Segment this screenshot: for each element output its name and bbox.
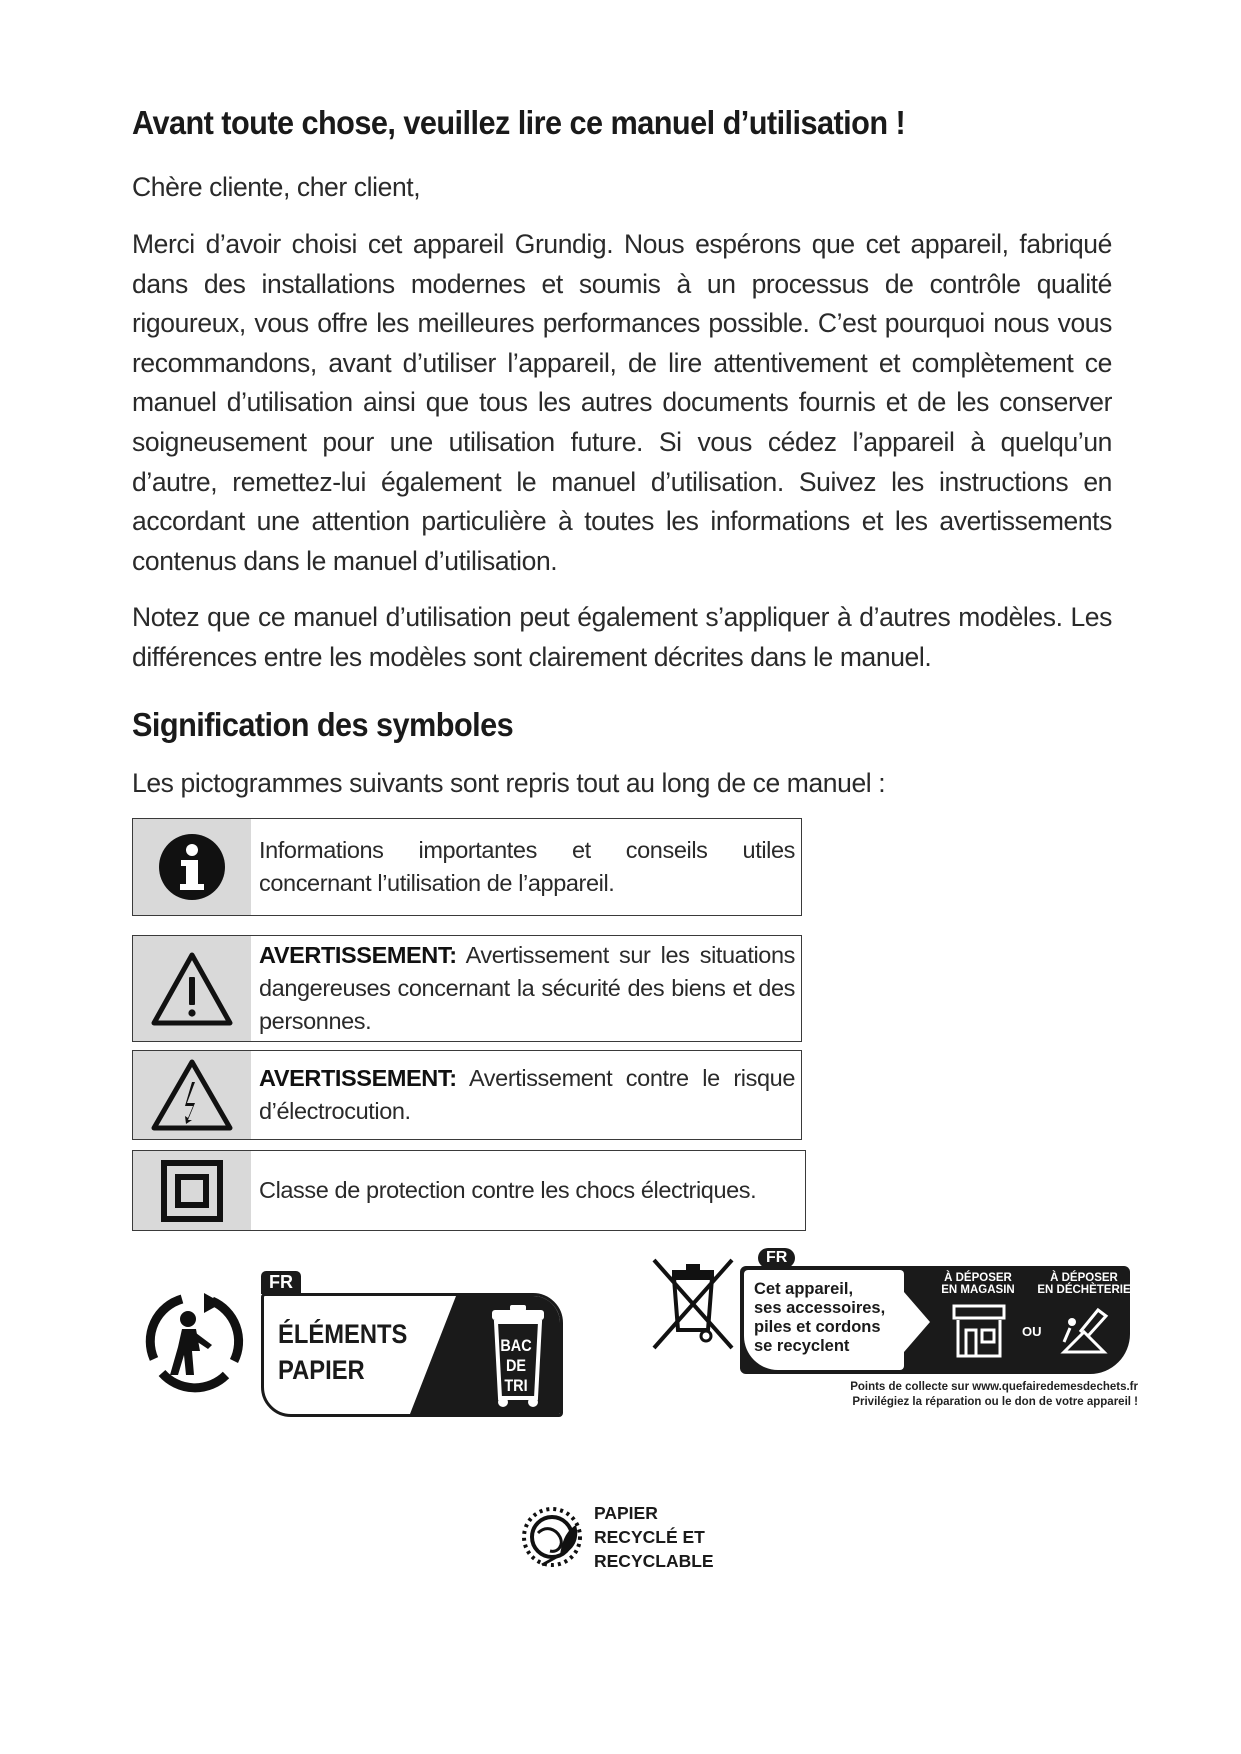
symbol-description: Avertissement sur les situations dangereuses concernant la sécurité des biens et des personnes.	[259, 942, 795, 1034]
crossed-bin-icon	[650, 1256, 736, 1352]
center-label-line2: EN DÉCHÈTERIE	[1037, 1284, 1131, 1296]
symbol-row-info	[132, 818, 802, 916]
paper-sorting-box	[261, 1293, 563, 1417]
page-title: Avant toute chose, veuillez lire ce manuel d’utilisation !	[132, 104, 906, 141]
symbol-row-warning	[132, 935, 802, 1042]
weee-line2: ses accessoires,	[754, 1299, 886, 1317]
symbol-row-electric-warning	[132, 1050, 802, 1140]
bin-label-line2: DE	[505, 1356, 527, 1375]
weee-line1: Cet appareil,	[754, 1280, 854, 1298]
waste-center-icon	[1054, 1302, 1114, 1362]
symbol-description: Informations importantes et conseils utiles concernant l’utilisation de l’appareil.	[259, 837, 795, 896]
center-label-line1: À DÉPOSER	[1050, 1272, 1118, 1284]
symbol-description: Classe de protection contre les chocs électriques.	[259, 1177, 757, 1203]
triman-paper-logo	[142, 1263, 562, 1413]
weee-line4: se recyclent	[754, 1337, 850, 1355]
recycled-line3: RECYCLABLE	[594, 1551, 714, 1571]
double-insulation-icon	[133, 1151, 251, 1230]
store-label-line1: À DÉPOSER	[944, 1272, 1012, 1284]
recycled-line2: RECYCLÉ ET	[594, 1527, 705, 1547]
shop-icon	[950, 1302, 1008, 1360]
triman-icon	[142, 1289, 246, 1393]
weee-footer-line1: Points de collecte sur www.quefairedemesdechets.fr	[850, 1381, 1138, 1393]
symbols-heading: Signification des symboles	[132, 706, 514, 743]
weee-footer-line2: Privilégiez la réparation ou le don de votre appareil !	[852, 1396, 1138, 1408]
store-label-line2: EN MAGASIN	[941, 1284, 1015, 1296]
warning-icon	[133, 936, 251, 1041]
weee-recycling-box	[740, 1266, 1130, 1374]
recycled-globe-icon	[516, 1495, 588, 1579]
paper-label-line1: ÉLÉMENTS	[278, 1319, 408, 1349]
fr-tag: FR	[261, 1271, 301, 1294]
or-text: OU	[1022, 1324, 1042, 1339]
symbol-label: AVERTISSEMENT:	[259, 1065, 457, 1091]
symbol-description: Avertissement contre le risque d’électrocution.	[259, 1065, 795, 1124]
recycled-paper-logo	[516, 1495, 736, 1585]
symbols-intro-text: Les pictogrammes suivants sont repris tout au long de ce manuel :	[132, 768, 886, 798]
bin-label-line3: TRI	[504, 1376, 528, 1395]
paper-label-line2: PAPIER	[278, 1355, 365, 1385]
symbol-label: AVERTISSEMENT:	[259, 942, 457, 968]
fr-tag: FR	[758, 1248, 795, 1268]
symbol-row-protection-class	[132, 1150, 806, 1231]
info-icon	[133, 819, 251, 915]
arrow-right-icon	[904, 1292, 930, 1352]
electric-warning-icon	[133, 1051, 251, 1139]
sorting-bin-icon	[410, 1296, 560, 1414]
intro-paragraph: Merci d’avoir choisi cet appareil Grundig. Nous espérons que cet appareil, fabriqué dans des installations modernes et soumis à un processus de contrôle qualité rigoureux, vous offre les meilleures performances possible. C’est pourquoi nous vous recommandons, avant d’utiliser l’appareil, de lire attentivement et complètement ce manuel d’utilisation ainsi que tous les autres documents fournis et de les conserver soigneusement pour une utilisation future. Si vous cédez l’appareil à quelqu’un d’autre, remettez-lui également le manuel d’utilisation. Suivez les instructions en accordant une attention particulière à toutes les informations et les avertissements contenus dans le manuel d’utilisation.	[132, 229, 1112, 576]
models-note-paragraph: Notez que ce manuel d’utilisation peut également s’appliquer à d’autres modèles. Les différences entre les modèles sont clairement décrites dans le manuel.	[132, 602, 1112, 672]
bin-label-line1: BAC	[500, 1336, 532, 1355]
recycled-line1: PAPIER	[594, 1503, 658, 1523]
greeting-text: Chère cliente, cher client,	[132, 172, 421, 202]
weee-recycling-logo	[650, 1248, 1140, 1418]
weee-line3: piles et cordons	[754, 1318, 881, 1336]
